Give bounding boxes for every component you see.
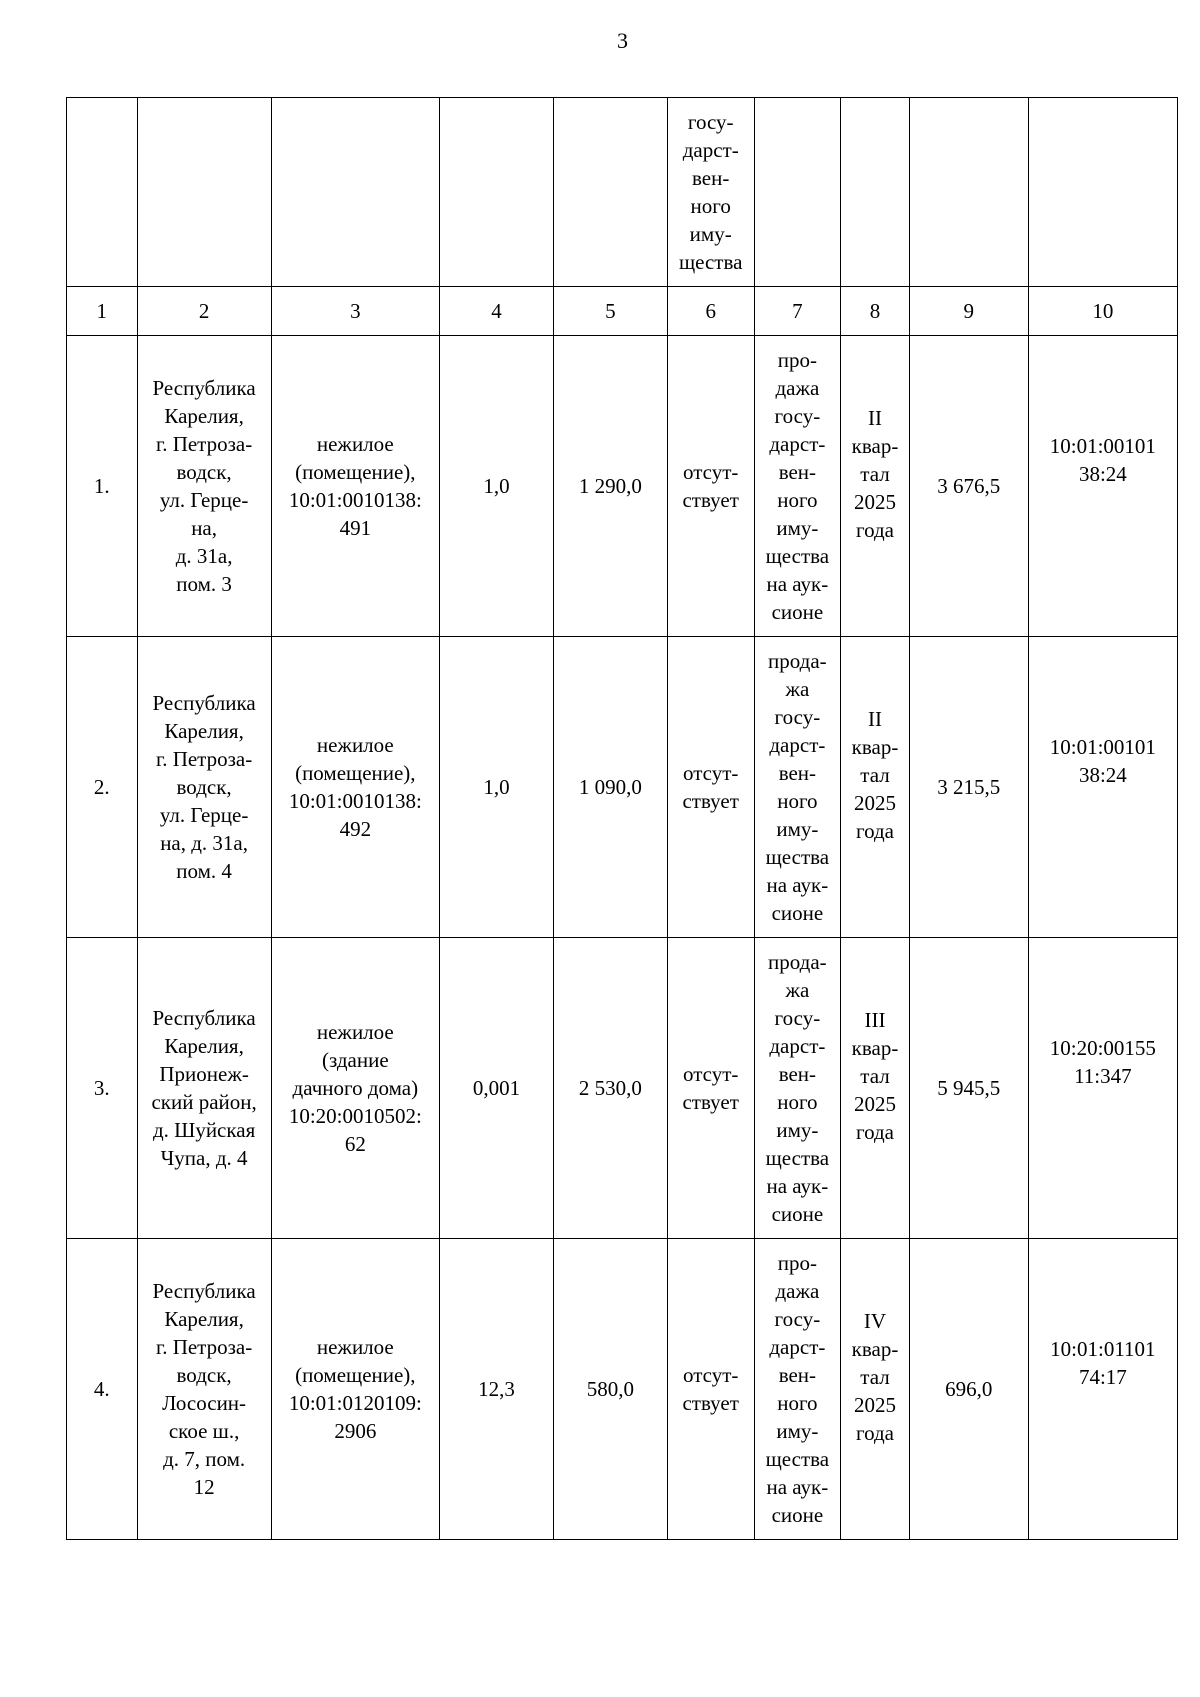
cont-cell-9 [909,98,1028,287]
table-row [67,938,1178,1239]
col4-cell: 0,001 [440,938,554,1239]
col9-cell: 5 945,5 [909,938,1028,1239]
table-row [67,637,1178,938]
cadastral-text: 10:20:00155 11:347 [1049,1036,1156,1088]
cont-cell-6: госу- дарст- вен- ного иму- щества [667,98,754,287]
row-number: 1. [67,336,138,637]
cont-cell-10 [1028,98,1177,287]
cadastral-text: 10:01:00101 38:24 [1049,735,1156,787]
address-cell: Республика Карелия, г. Петроза- водск, Лососин- ское ш., д. 7, пом. 12 [137,1239,271,1540]
cont-cell-5 [553,98,667,287]
row-number: 3. [67,938,138,1239]
col-num-2: 2 [137,287,271,336]
object-cell: нежилое (здание дачного дома) 10:20:0010502: 62 [271,938,439,1239]
method-cell: про- дажа госу- дарст- вен- ного иму- щества на аук- cионе [754,336,841,637]
period-cell [841,1239,910,1540]
col-num-1: 1 [67,287,138,336]
address-cell: Республика Карелия, Прионеж- ский район, д. Шуйская Чупа, д. 4 [137,938,271,1239]
col-num-9: 9 [909,287,1028,336]
col5-cell: 1 290,0 [553,336,667,637]
cont-cell-3 [271,98,439,287]
continuation-row [67,98,1178,287]
row-number: 2. [67,637,138,938]
column-number-row [67,287,1178,336]
cadastral-cell [1028,637,1177,938]
period-text: IV квар- тал 2025 года [851,1309,899,1445]
col9-cell: 696,0 [909,1239,1028,1540]
col9-cell: 3 676,5 [909,336,1028,637]
encumbrance-cell: отсут- ствует [667,938,754,1239]
cont-cell-4 [440,98,554,287]
col9-cell: 3 215,5 [909,637,1028,938]
cadastral-text: 10:01:00101 38:24 [1049,434,1156,486]
method-cell: прода- жа госу- дарст- вен- ного иму- щества на аук- cионе [754,938,841,1239]
method-cell: про- дажа госу- дарст- вен- ного иму- щества на аук- cионе [754,1239,841,1540]
period-text: II квар- тал 2025 года [851,707,899,843]
col-num-8: 8 [841,287,910,336]
cont-cell-2 [137,98,271,287]
cadastral-cell [1028,336,1177,637]
page-number: 3 [617,28,628,53]
object-cell: нежилое (помещение), 10:01:0010138: 491 [271,336,439,637]
encumbrance-cell: отсут- ствует [667,336,754,637]
col4-cell: 12,3 [440,1239,554,1540]
row-number: 4. [67,1239,138,1540]
period-text: III квар- тал 2025 года [851,1008,899,1144]
period-cell [841,336,910,637]
period-cell [841,938,910,1239]
encumbrance-cell: отсут- ствует [667,637,754,938]
col5-cell: 2 530,0 [553,938,667,1239]
address-cell: Республика Карелия, г. Петроза- водск, ул. Герце- на, д. 31а, пом. 3 [137,336,271,637]
col-num-10: 10 [1028,287,1177,336]
col-num-5: 5 [553,287,667,336]
object-cell: нежилое (помещение), 10:01:0120109: 2906 [271,1239,439,1540]
cont-cell-8 [841,98,910,287]
col5-cell: 580,0 [553,1239,667,1540]
table-row [67,336,1178,637]
method-cell: прода- жа госу- дарст- вен- ного иму- щества на аук- cионе [754,637,841,938]
col-num-6: 6 [667,287,754,336]
encumbrance-cell: отсут- ствует [667,1239,754,1540]
cadastral-cell [1028,938,1177,1239]
period-text: II квар- тал 2025 года [851,406,899,542]
cont-cell-7 [754,98,841,287]
cadastral-cell [1028,1239,1177,1540]
col-num-7: 7 [754,287,841,336]
address-cell: Республика Карелия, г. Петроза- водск, ул. Герце- на, д. 31а, пом. 4 [137,637,271,938]
col-num-3: 3 [271,287,439,336]
cadastral-text: 10:01:01101 74:17 [1050,1337,1156,1389]
period-cell [841,637,910,938]
property-table [66,97,1178,1540]
col4-cell: 1,0 [440,336,554,637]
cont-cell-1 [67,98,138,287]
col4-cell: 1,0 [440,637,554,938]
object-cell: нежилое (помещение), 10:01:0010138: 492 [271,637,439,938]
table-row [67,1239,1178,1540]
col-num-4: 4 [440,287,554,336]
col5-cell: 1 090,0 [553,637,667,938]
